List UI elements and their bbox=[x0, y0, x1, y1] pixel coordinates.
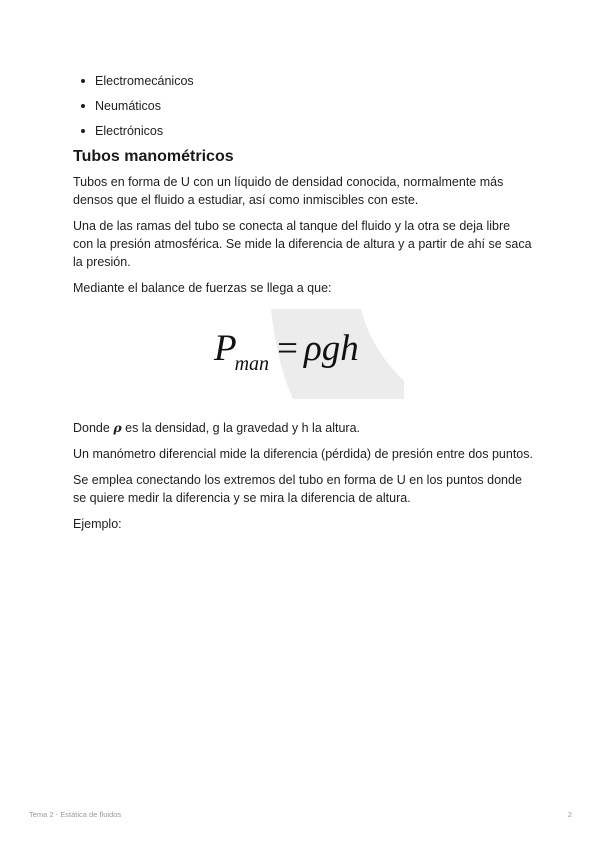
list-item-label: Electromecánicos bbox=[95, 74, 194, 88]
list-item-label: Neumáticos bbox=[95, 99, 161, 113]
formula-block bbox=[73, 309, 533, 405]
page-content bbox=[73, 72, 533, 541]
footer-title: Tema 2 - Estática de fluidos bbox=[29, 810, 122, 819]
bullet-icon bbox=[81, 79, 85, 83]
rho-symbol: ρ bbox=[113, 420, 122, 435]
paragraph-u-tubes: Tubos en forma de U con un líquido de densidad conocida, normalmente más densos que el fluido a estudiar, así como inmiscibles con este. bbox=[73, 175, 504, 207]
formula-rhs: ρgh bbox=[303, 328, 359, 369]
paragraph-usage: Se emplea conectando los extremos del tubo en forma de U en los puntos donde se quiere medir la diferencia y se mira la diferencia de altura. bbox=[73, 473, 522, 505]
page-footer bbox=[29, 810, 572, 819]
manometer-formula bbox=[214, 325, 359, 388]
formula-equals: = bbox=[277, 328, 298, 369]
list-item-label: Electrónicos bbox=[95, 124, 164, 138]
paragraph-force-balance: Mediante el balance de fuerzas se llega a que: bbox=[73, 281, 332, 295]
page-number: 2 bbox=[567, 810, 572, 819]
density-text-post: es la densidad, g la gravedad y h la altura. bbox=[121, 421, 360, 435]
density-text-pre: Donde bbox=[73, 421, 114, 435]
list-item bbox=[73, 72, 533, 90]
list-item bbox=[73, 122, 533, 140]
formula-lhs-subscript: man bbox=[234, 353, 270, 375]
paragraph-branches: Una de las ramas del tubo se conecta al tanque del fluido y la otra se deja libre con la presión atmosférica. Se mide la diferencia de altura y a partir de ahí se saca la presión. bbox=[73, 219, 532, 269]
paragraph-differential: Un manómetro diferencial mide la diferencia (pérdida) de presión entre dos puntos. bbox=[73, 447, 533, 461]
paragraph-density bbox=[73, 419, 533, 437]
bullet-icon bbox=[81, 104, 85, 108]
formula-lhs: P bbox=[214, 328, 237, 369]
section-heading: Tubos manométricos bbox=[73, 148, 234, 165]
paragraph-example: Ejemplo: bbox=[73, 517, 122, 531]
bullet-icon bbox=[81, 129, 85, 133]
sensor-type-list bbox=[73, 72, 533, 140]
list-item bbox=[73, 97, 533, 115]
